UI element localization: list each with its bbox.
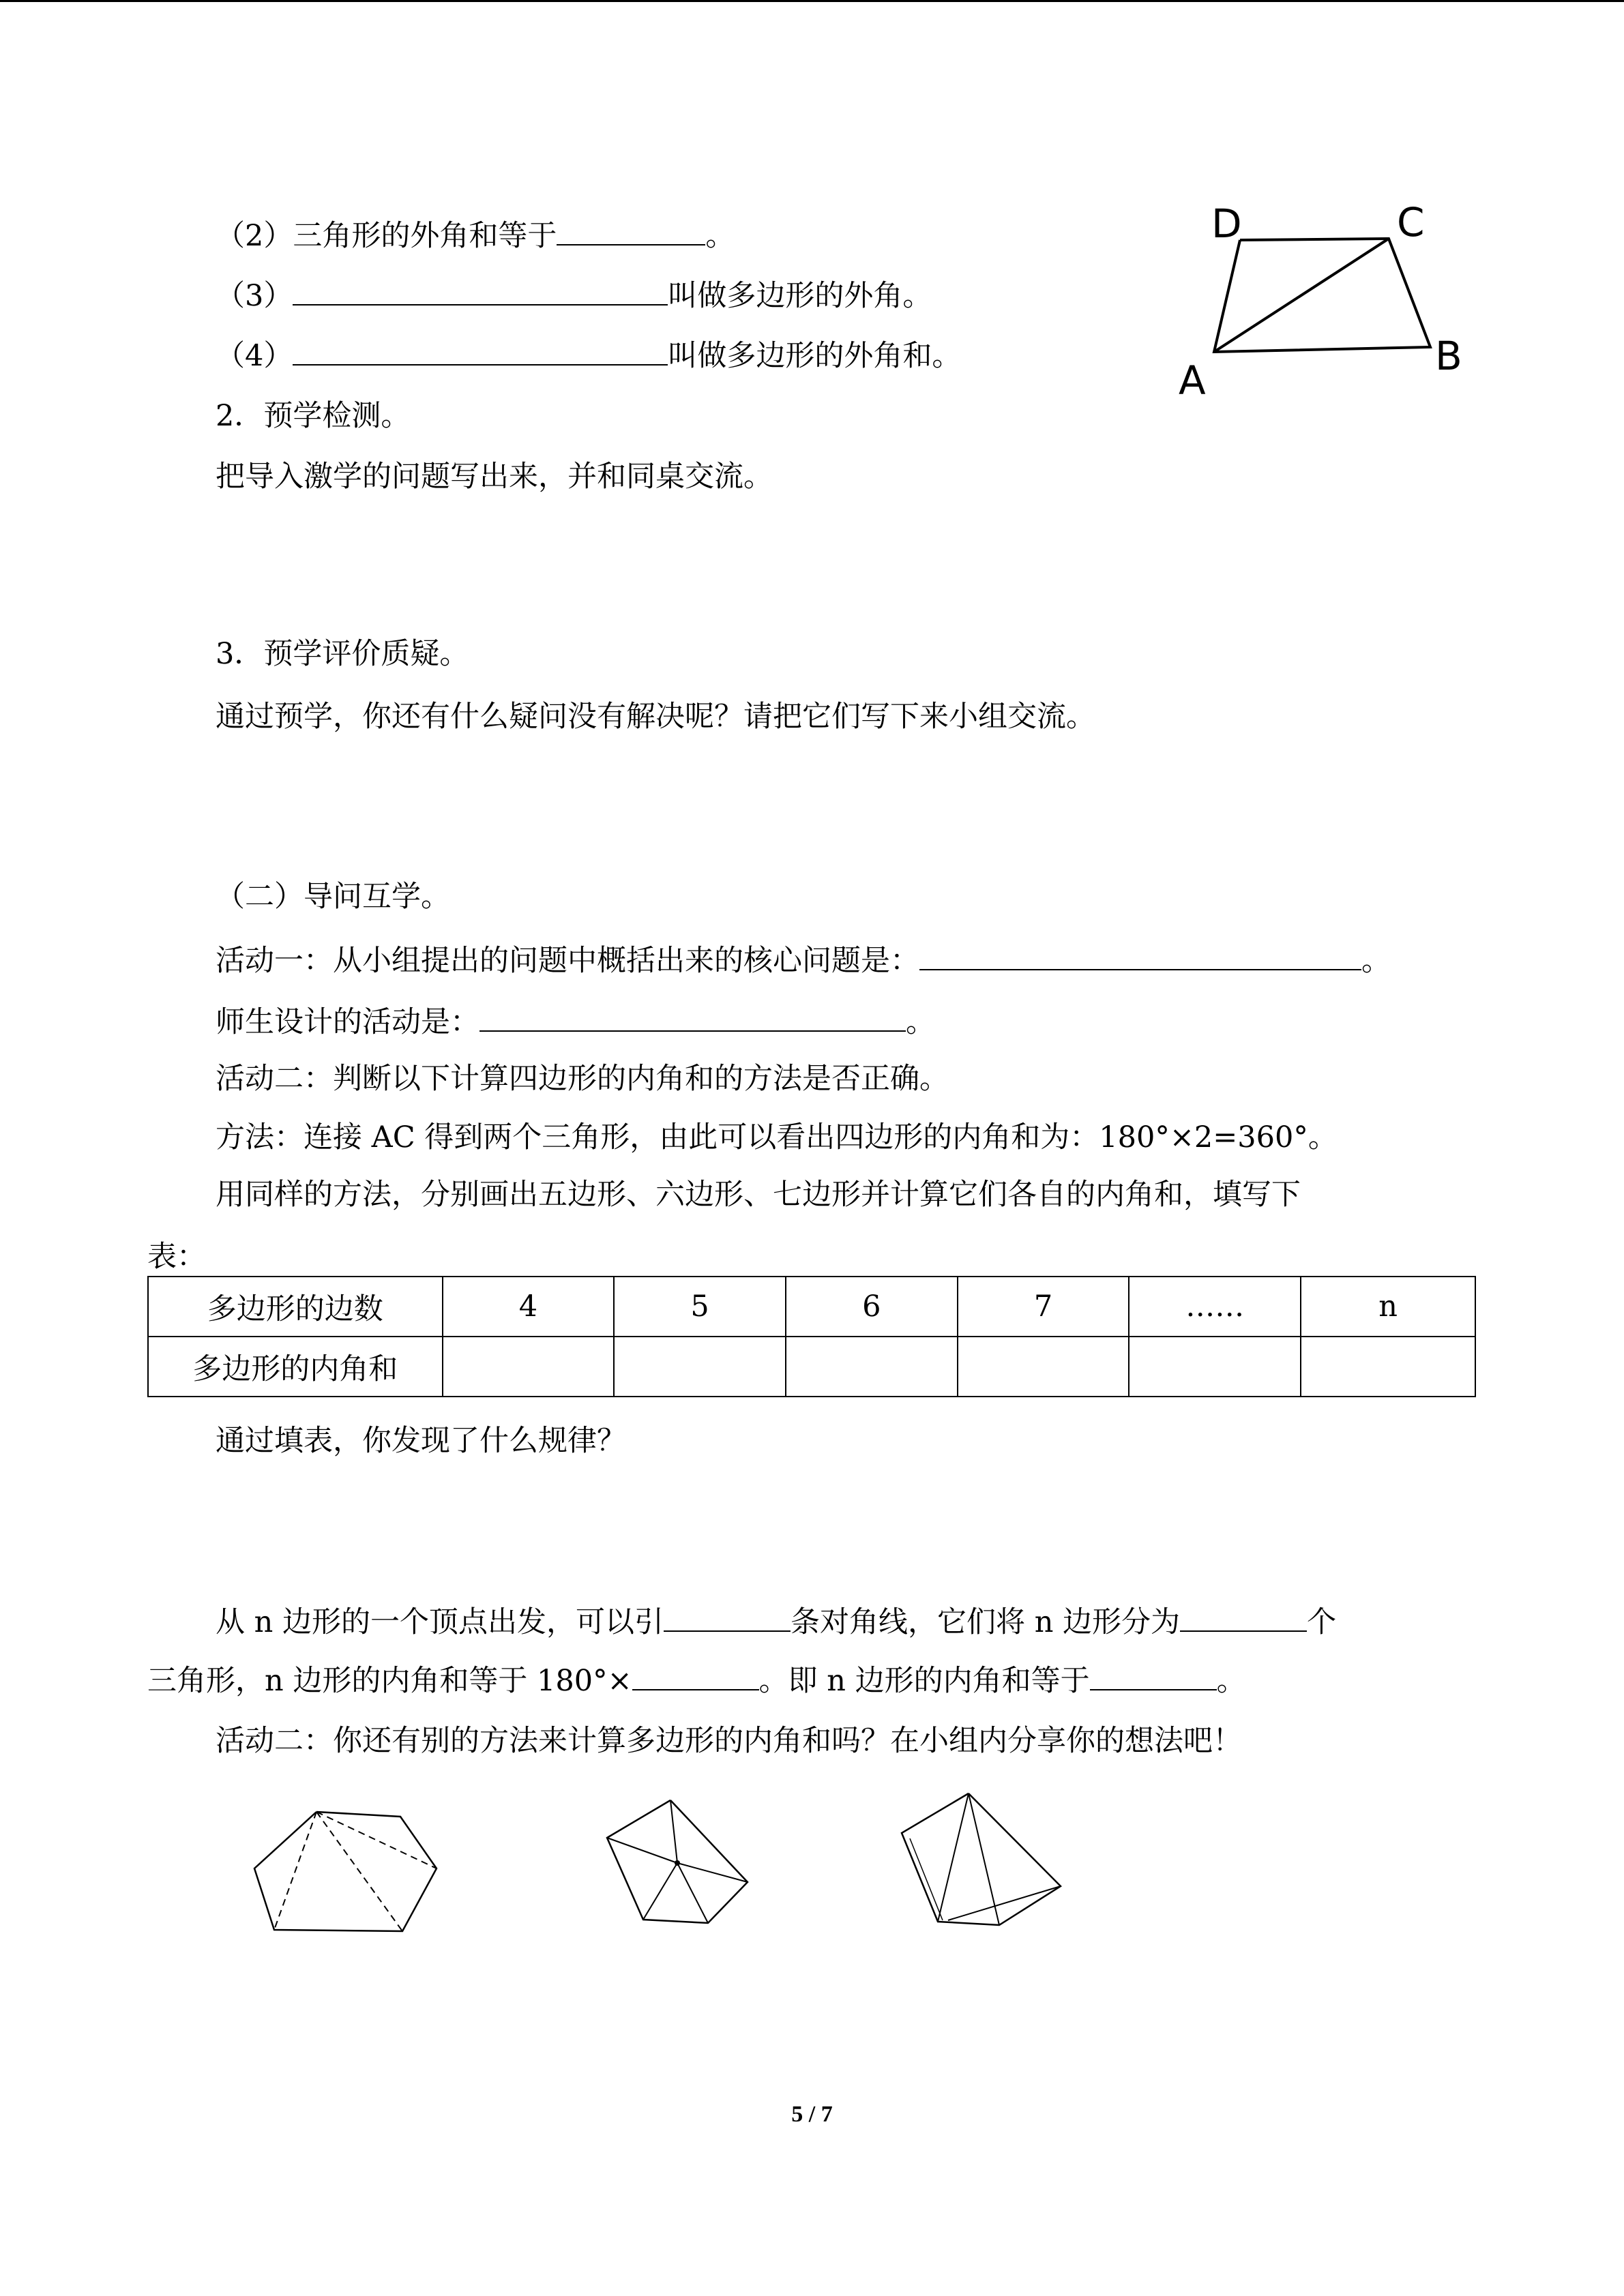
table-cell: 5	[614, 1277, 786, 1337]
row-header-sides: 多边形的边数	[148, 1277, 443, 1337]
table-input-cell[interactable]	[614, 1337, 786, 1397]
same-method-text: 用同样的方法，分别画出五边形、六边形、七边形并计算它们各自的内角和，填写下	[216, 1178, 1301, 1212]
answer-blank[interactable]	[664, 1600, 791, 1632]
pentagon-outline	[902, 1793, 1061, 1925]
radial-line	[677, 1863, 708, 1923]
vertex-label-d: D	[1211, 200, 1242, 247]
table-row	[148, 1277, 1475, 1337]
n-gon-line-2: 三角形，n 边形的内角和等于 180°× 。即 n 边形的内角和等于 。	[147, 1659, 1246, 1701]
question-4: （4） 叫做多边形的外角和。	[216, 334, 961, 376]
top-border	[0, 0, 1624, 2]
vertex-label-b: B	[1435, 333, 1462, 379]
answer-blank[interactable]	[1180, 1600, 1307, 1632]
answer-blank[interactable]	[632, 1659, 759, 1690]
answer-blank[interactable]	[557, 214, 705, 245]
hexagon-outline	[254, 1812, 437, 1931]
method-text: 方法：连接 AC 得到两个三角形，由此可以看出四边形的内角和为：180°×2=360°。	[216, 1120, 1338, 1154]
section-3-title: 3．预学评价质疑。	[216, 637, 469, 671]
answer-blank[interactable]	[293, 274, 668, 305]
diagonal-line	[316, 1812, 402, 1931]
row-header-angle-sum: 多边形的内角和	[148, 1337, 443, 1397]
diagonal-ac	[1214, 239, 1389, 352]
n-gon-line-1: 从 n 边形的一个顶点出发，可以引 条对角线，它们将 n 边形分为 个	[216, 1600, 1336, 1643]
vertex-label-c: C	[1397, 199, 1425, 245]
table-cell: 4	[443, 1277, 615, 1337]
activity-2b-text: 活动二：你还有别的方法来计算多边形的内角和吗？在小组内分享你的想法吧！	[216, 1724, 1242, 1758]
section-3-text: 通过预学，你还有什么疑问没有解决呢？请把它们写下来小组交流。	[216, 700, 1095, 734]
answer-blank[interactable]	[1090, 1659, 1217, 1690]
quad-outline	[1214, 239, 1430, 352]
diagonal-line	[910, 1838, 943, 1920]
table-cell: ……	[1129, 1277, 1301, 1337]
table-input-cell[interactable]	[443, 1337, 615, 1397]
table-input-cell[interactable]	[786, 1337, 958, 1397]
section-2-title: 2．预学检测。	[216, 399, 411, 433]
vertex-label-a: A	[1179, 357, 1206, 404]
diagonal-line	[274, 1812, 316, 1930]
same-method-cont: 表：	[147, 1240, 206, 1274]
center-point	[675, 1860, 680, 1866]
diagonal-line	[948, 1886, 1061, 1920]
table-input-cell[interactable]	[958, 1337, 1130, 1397]
section-2-text: 把导入激学的问题写出来，并和同桌交流。	[216, 460, 773, 494]
answer-blank[interactable]	[479, 1000, 906, 1032]
table-cell: 7	[958, 1277, 1130, 1337]
radial-line	[670, 1800, 677, 1863]
table-input-cell[interactable]	[1129, 1337, 1301, 1397]
radial-line	[643, 1863, 677, 1920]
irregular-pentagon-sketch	[894, 1785, 1071, 1935]
activity-1-line: 活动一：从小组提出的问题中概括出来的核心问题是： 。	[216, 939, 1391, 981]
radial-line	[607, 1838, 677, 1863]
design-line: 师生设计的活动是： 。	[216, 1000, 935, 1043]
page-number: 5 / 7	[791, 2102, 833, 2127]
radial-line	[677, 1863, 748, 1882]
table-cell: 6	[786, 1277, 958, 1337]
activity-2-text: 活动二：判断以下计算四边形的内角和的方法是否正确。	[216, 1062, 949, 1096]
pentagon-sketch	[599, 1787, 763, 1930]
diagonal-line	[316, 1812, 437, 1868]
section-two-title: （二）导问互学。	[216, 880, 450, 914]
question-2: （2）三角形的外角和等于 。	[216, 214, 735, 256]
table-cell: n	[1301, 1277, 1475, 1337]
quadrilateral-figure	[1160, 198, 1487, 402]
diagonal-line	[902, 1833, 938, 1922]
diagonal-line	[969, 1793, 999, 1925]
table-input-cell[interactable]	[1301, 1337, 1475, 1397]
after-table-text: 通过填表，你发现了什么规律？	[216, 1424, 626, 1458]
answer-blank[interactable]	[293, 334, 668, 366]
answer-blank[interactable]	[919, 939, 1361, 970]
hexagon-sketch	[249, 1800, 447, 1937]
question-3: （3） 叫做多边形的外角。	[216, 274, 932, 316]
diagonal-line	[938, 1793, 969, 1922]
table-row	[148, 1337, 1475, 1397]
polygon-table	[147, 1276, 1476, 1397]
